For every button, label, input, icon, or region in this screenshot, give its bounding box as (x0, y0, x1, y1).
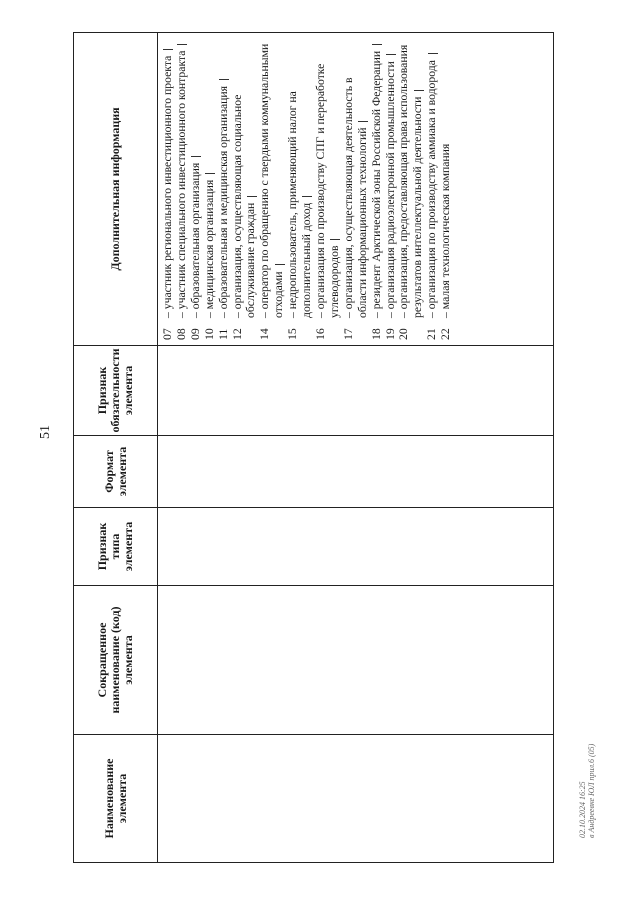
mark-line-icon (358, 121, 368, 122)
elements-table (73, 32, 554, 863)
annotation-date: 02.10.2024 16:25 (578, 781, 587, 838)
list-item: 15 – недропользователь, применяющий налог на дополнительный доход (286, 91, 314, 340)
list-item: 08 – участник специального инвестиционного контракта (175, 37, 189, 340)
list-item: 19 – организация радиоэлектронной промышленности (384, 37, 398, 340)
cell-type-flag (158, 508, 554, 586)
mark-line-icon (163, 49, 173, 50)
mark-line-icon (330, 239, 340, 240)
list-item: 17 – организация, осуществляющая деятельность в области информационных технологий (341, 77, 369, 340)
cell-required-flag (158, 346, 554, 436)
mark-line-icon (219, 79, 229, 80)
list-item: 11 – образовательная и медицинская организация (217, 37, 231, 340)
mark-line-icon (177, 44, 187, 45)
cell-element-name (158, 735, 554, 863)
list-item: 10 – медицинская организация (203, 37, 217, 340)
list-item: 21 – организация по производству аммиака и водорода (425, 37, 439, 340)
list-item: 22 – малая технологическая компания (439, 143, 453, 340)
mark-line-icon (247, 196, 257, 197)
code-list (159, 34, 453, 344)
list-item: 12 – организация, осуществляющая социальное обслуживание граждан (230, 94, 258, 340)
list-item: 07 – участник регионального инвестиционного проекта (161, 37, 175, 340)
header-required-flag: Признак обязательности элемента (74, 346, 158, 436)
cell-format (158, 436, 554, 508)
header-short-name: Сокращенное наименование (код) элемента (74, 586, 158, 735)
mark-line-icon (428, 53, 438, 54)
mark-line-icon (302, 196, 312, 197)
list-item: 14 – оператор по обращению с твердыми коммунальными отходами (258, 43, 286, 340)
header-element-name: Наименование элемента (74, 735, 158, 863)
mark-line-icon (414, 90, 424, 91)
list-item: 16 – организация по производству СПГ и переработке углеводородов (313, 63, 341, 340)
handwritten-annotation (578, 744, 596, 838)
list-item: 20 – организация, предоставляющая права использования результатов интеллектуальной деятельности (397, 44, 425, 340)
list-item: 18 – резидент Арктической зоны Российской Федерации (370, 37, 384, 340)
table-header-row (74, 33, 158, 863)
header-format: Формат элемента (74, 436, 158, 508)
annotation-note: в Андреевке ЮЛ прил.6 (05) (587, 743, 596, 838)
table-row (158, 33, 554, 863)
page-number: 51 (38, 425, 53, 439)
cell-additional-info (158, 33, 554, 346)
mark-line-icon (386, 54, 396, 55)
list-item: 09 – образовательная организация (189, 37, 203, 340)
rotated-table-wrapper (73, 33, 554, 863)
mark-line-icon (205, 173, 215, 174)
mark-line-icon (275, 265, 285, 266)
mark-line-icon (372, 44, 382, 45)
cell-short-name (158, 586, 554, 735)
header-type-flag: Признак типа элемента (74, 508, 158, 586)
mark-line-icon (191, 156, 201, 157)
header-additional-info: Дополнительная информация (74, 33, 158, 346)
